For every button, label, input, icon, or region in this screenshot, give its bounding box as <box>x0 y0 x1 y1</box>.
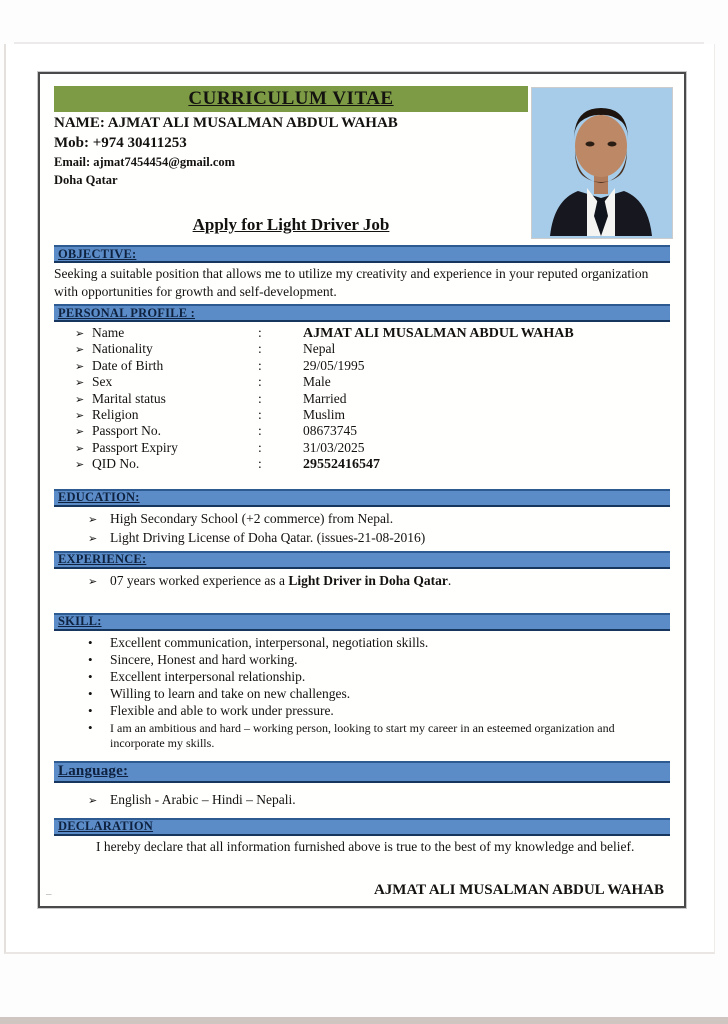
skill-list <box>54 634 670 751</box>
arrow-bullet-icon: ➢ <box>75 328 85 340</box>
arrow-bullet-icon: ➢ <box>75 409 85 422</box>
profile-row: ➢ Religion : Muslim <box>75 406 346 422</box>
list-item <box>54 572 670 591</box>
arrow-bullet-icon: ➢ <box>88 794 98 807</box>
experience-list <box>54 572 670 591</box>
applicant-photo <box>531 87 673 239</box>
location-line: Doha Qatar <box>54 173 118 187</box>
list-item: • Excellent communication, interpersonal, negotiation skills. <box>88 634 429 650</box>
list-item: • Flexible and able to work under pressure. <box>88 702 334 718</box>
experience-text: 07 years worked experience as a Light Driver in Doha Qatar. <box>110 572 452 588</box>
applicant-photo-graphic <box>532 88 670 236</box>
objective-text: Seeking a suitable position that allows me to utilize my creativity and experience in your reputed organization with opportunities for growth and self-development. <box>54 266 649 299</box>
education-list <box>54 510 670 548</box>
profile-row: ➢ Nationality : Nepal <box>75 341 336 357</box>
screen-bottom-strip <box>0 1017 728 1024</box>
list-item: • Sincere, Honest and hard working. <box>88 651 298 667</box>
signature-name: AJMAT ALI MUSALMAN ABDUL WAHAB <box>373 881 664 898</box>
mobile-line: Mob: +974 30411253 <box>54 135 187 151</box>
cv-document-frame <box>38 72 686 908</box>
list-item: ➢ Light Driving License of Doha Qatar. (issues-21-08-2016) <box>54 529 670 548</box>
arrow-bullet-icon: ➢ <box>88 532 98 545</box>
arrow-bullet-icon: ➢ <box>75 442 85 455</box>
arrow-bullet-icon: ➢ <box>75 377 85 390</box>
dot-bullet-icon: • <box>88 634 93 650</box>
cv-title: CURRICULUM VITAE <box>188 88 394 109</box>
profile-row: ➢ Date of Birth : 29/05/1995 <box>75 357 365 373</box>
arrow-bullet-icon: ➢ <box>75 459 85 472</box>
declaration-text: I hereby declare that all information furnished above is true to the best of my knowledge and belief. <box>96 838 635 854</box>
section-header-personal-profile: PERSONAL PROFILE : <box>54 304 670 322</box>
section-header-objective: OBJECTIVE: <box>54 245 670 263</box>
arrow-bullet-icon: ➢ <box>88 513 98 526</box>
section-header-skill: SKILL: <box>54 613 670 631</box>
arrow-bullet-icon: ➢ <box>75 344 85 357</box>
dot-bullet-icon: • <box>88 685 93 701</box>
cv-title-bar <box>54 86 528 112</box>
arrow-bullet-icon: ➢ <box>75 426 85 439</box>
profile-row: ➢ Name : AJMAT ALI MUSALMAN ABDUL WAHAB <box>75 325 574 341</box>
list-item: • I am an ambitious and hard – working person, looking to start my career in an esteemed organization and incorporate my skills. <box>88 719 615 750</box>
email-line: Email: ajmat7454454@gmail.com <box>54 155 236 169</box>
profile-row: ➢ Passport No. : 08673745 <box>75 423 357 439</box>
dot-bullet-icon: • <box>88 668 93 684</box>
list-item: ➢ English - Arabic – Hindi – Nepali. <box>54 791 670 810</box>
section-header-declaration: DECLARATION <box>54 818 670 836</box>
list-item: ➢ High Secondary School (+2 commerce) from Nepal. <box>54 510 670 529</box>
profile-row: ➢ QID No. : 29552416547 <box>75 456 380 473</box>
dot-bullet-icon: • <box>88 651 93 667</box>
list-item: • Willing to learn and take on new challenges. <box>88 685 351 701</box>
arrow-bullet-icon: ➢ <box>75 393 85 406</box>
dot-bullet-icon: • <box>88 702 93 718</box>
profile-row: ➢ Sex : Male <box>75 374 331 390</box>
name-line: NAME: AJMAT ALI MUSALMAN ABDUL WAHAB <box>54 115 398 131</box>
arrow-bullet-icon: ➢ <box>88 575 98 588</box>
profile-row: ➢ Passport Expiry : 31/03/2025 <box>75 439 365 455</box>
personal-profile-list <box>54 325 670 473</box>
section-header-language: Language: <box>54 761 670 783</box>
language-list <box>54 791 670 810</box>
section-header-education: EDUCATION: <box>54 489 670 507</box>
list-item: • Excellent interpersonal relationship. <box>88 668 306 684</box>
dot-bullet-icon: • <box>88 719 93 735</box>
apply-heading: Apply for Light Driver Job <box>192 215 390 234</box>
profile-row: ➢ Marital status : Married <box>75 390 347 406</box>
frame-dash-mark: – <box>46 888 52 900</box>
arrow-bullet-icon: ➢ <box>75 360 85 373</box>
section-header-experience: EXPERIENCE: <box>54 551 670 569</box>
